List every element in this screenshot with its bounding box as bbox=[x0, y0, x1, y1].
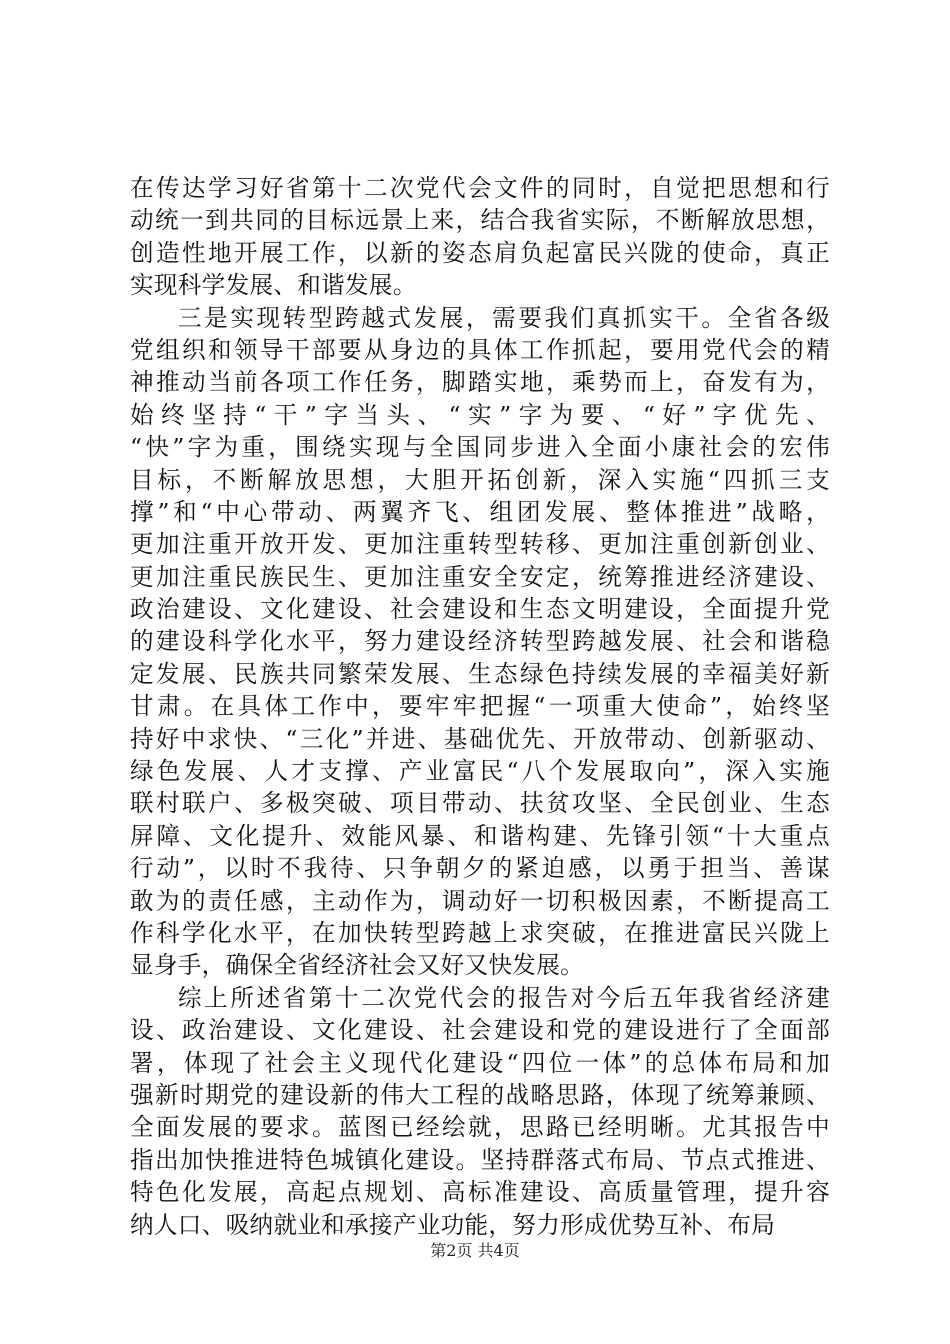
text-line: 全面发展的要求。蓝图已经绘就，思路已经明晰。尤其报告中 bbox=[130, 1113, 830, 1142]
text-line: 更加注重民族民生、更加注重安全安定，统筹推进经济建设、 bbox=[130, 562, 830, 591]
text-line: 在传达学习好省第十二次党代会文件的同时，自觉把思想和行 bbox=[130, 174, 830, 202]
text-line: 行动”，以时不我待、只争朝夕的紧迫感，以勇于担当、善谋 bbox=[130, 854, 830, 883]
text-line: 定发展、民族共同繁荣发展、生态绿色持续发展的幸福美好新 bbox=[130, 659, 830, 688]
text-line: 甘肃。在具体工作中，要牢牢把握“一项重大使命”，始终坚 bbox=[130, 692, 830, 721]
text-line: 动统一到共同的目标远景上来，结合我省实际，不断解放思想， bbox=[130, 206, 830, 235]
paragraph bbox=[130, 172, 830, 302]
text-line: 的建设科学化水平，努力建设经济转型跨越发展、社会和谐稳 bbox=[130, 627, 830, 656]
paragraph bbox=[130, 302, 830, 982]
text-line: 显身手，确保全省经济社会又好又快发展。 bbox=[130, 951, 584, 980]
text-line: 作科学化水平，在加快转型跨越上求突破，在推进富民兴陇上 bbox=[130, 918, 830, 947]
text-line: “快”字为重，围绕实现与全国同步进入全面小康社会的宏伟 bbox=[130, 433, 830, 462]
text-line: 目标，不断解放思想，大胆开拓创新，深入实施“四抓三支 bbox=[130, 465, 830, 494]
text-line: 创造性地开展工作，以新的姿态肩负起富民兴陇的使命，真正 bbox=[130, 238, 830, 267]
text-line: 党组织和领导干部要从身边的具体工作抓起，要用党代会的精 bbox=[130, 335, 830, 364]
page-footer: 第2页 共4页 bbox=[430, 1241, 520, 1260]
text-line: 三是实现转型跨越式发展，需要我们真抓实干。全省各级 bbox=[178, 303, 830, 332]
text-line: 撑”和“中心带动、两翼齐飞、组团发展、整体推进”战略， bbox=[130, 497, 830, 526]
text-line: 强新时期党的建设新的伟大工程的战略思路，体现了统筹兼顾、 bbox=[130, 1080, 830, 1109]
text-line: 纳人口、吸纳就业和承接产业功能，努力形成优势互补、布局 bbox=[130, 1210, 776, 1239]
text-line: 更加注重开放开发、更加注重转型转移、更加注重创新创业、 bbox=[130, 530, 830, 559]
text-line: 联村联户、多极突破、项目带动、扶贫攻坚、全民创业、生态 bbox=[130, 789, 830, 818]
text-line: 敢为的责任感，主动作为，调动好一切积极因素，不断提高工 bbox=[130, 886, 830, 915]
text-line: 始终坚持“干”字当头、“实”字为要、“好”字优先、 bbox=[130, 400, 830, 429]
text-line: 设、政治建设、文化建设、社会建设和党的建设进行了全面部 bbox=[130, 1016, 830, 1045]
text-line: 绿色发展、人才支撑、产业富民“八个发展取向”，深入实施 bbox=[130, 757, 830, 786]
paragraph bbox=[130, 982, 830, 1241]
text-line: 神推动当前各项工作任务，脚踏实地，乘势而上，奋发有为， bbox=[130, 368, 830, 397]
text-line: 持好中求快、“三化”并进、基础优先、开放带动、创新驱动、 bbox=[130, 724, 830, 753]
text-line: 屏障、文化提升、效能风暴、和谐构建、先锋引领“十大重点 bbox=[130, 821, 830, 850]
body-text bbox=[130, 172, 830, 1241]
text-line: 实现科学发展、和谐发展。 bbox=[130, 271, 417, 300]
text-line: 特色化发展，高起点规划、高标准建设、高质量管理，提升容 bbox=[130, 1178, 830, 1207]
text-line: 政治建设、文化建设、社会建设和生态文明建设，全面提升党 bbox=[130, 595, 830, 624]
text-line: 综上所述省第十二次党代会的报告对今后五年我省经济建 bbox=[178, 983, 830, 1012]
text-line: 指出加快推进特色城镇化建设。坚持群落式布局、节点式推进、 bbox=[130, 1145, 830, 1174]
text-line: 署，体现了社会主义现代化建设“四位一体”的总体布局和加 bbox=[130, 1048, 830, 1077]
